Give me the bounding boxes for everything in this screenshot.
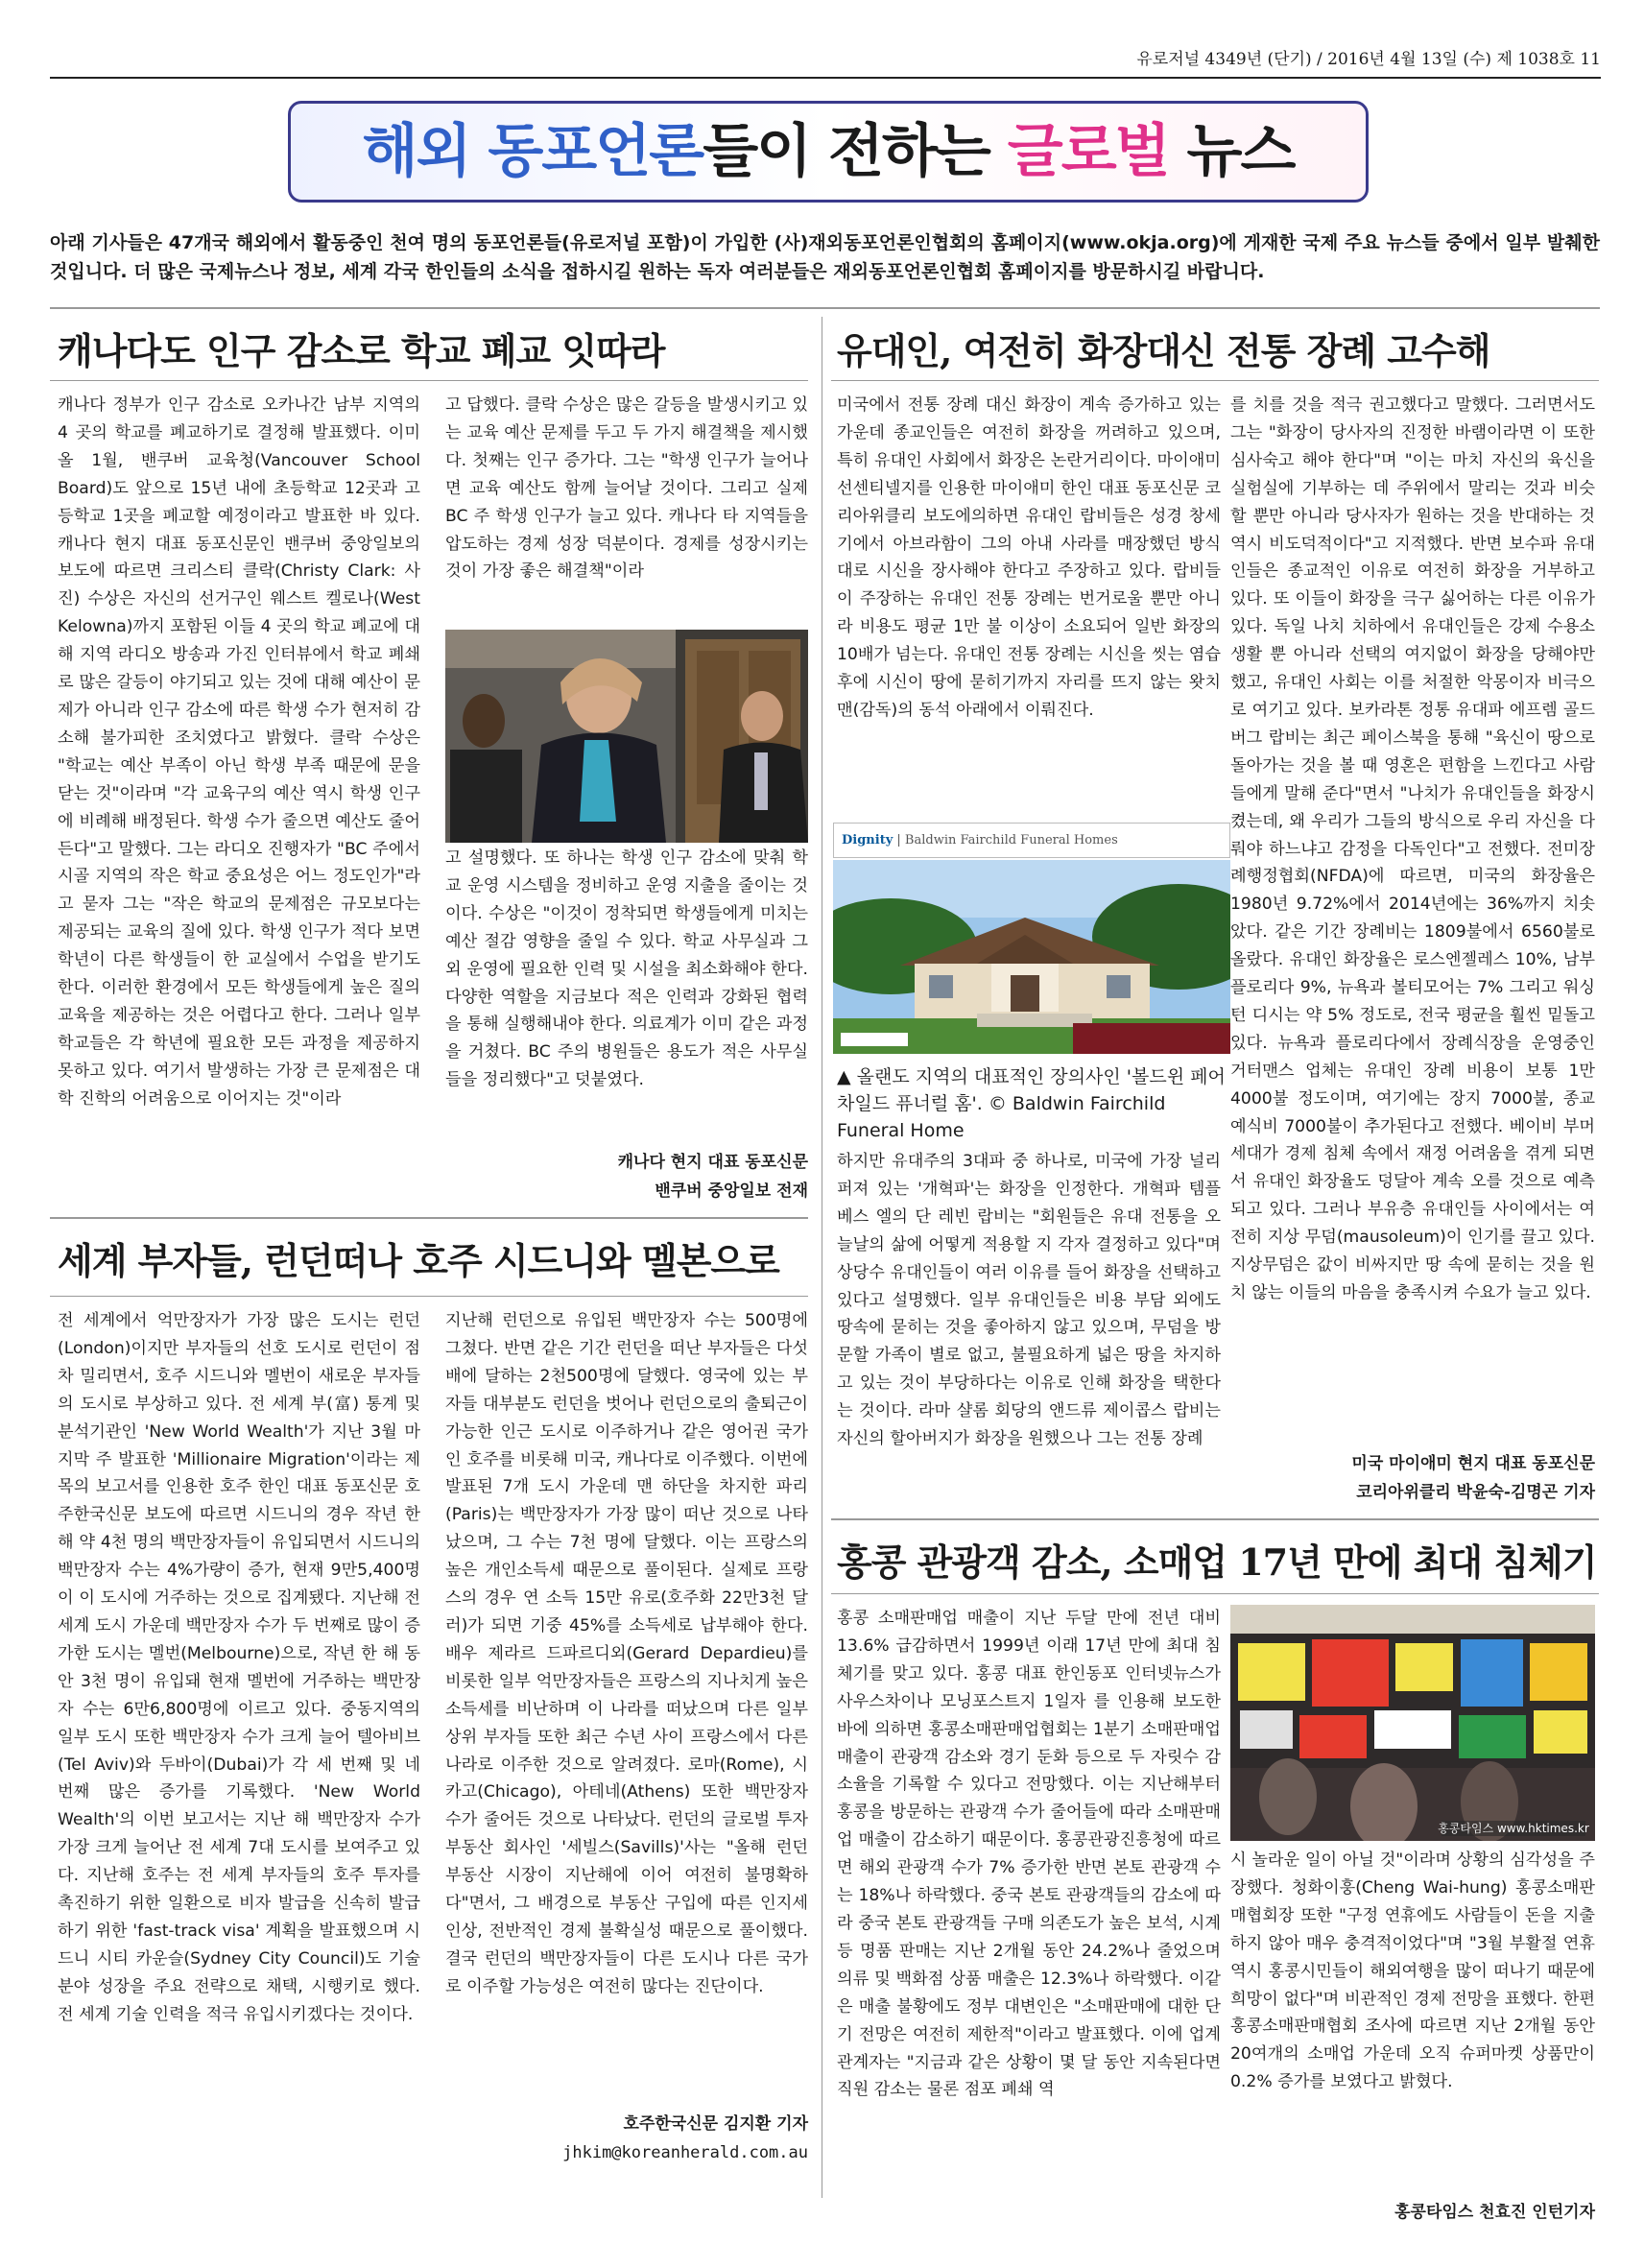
divider [831,380,1599,381]
divider [50,1217,808,1219]
article2-col2 [445,1307,808,2085]
ad-name: Baldwin Fairchild Funeral Homes [904,833,1118,848]
article3-byline-reporters: 코리아위클리 박윤숙-김명곤 기자 [1356,1483,1595,1502]
funeral-home-photo [833,860,1230,1054]
banner-part4: 뉴스 [1168,118,1295,185]
page-header [50,46,1601,79]
article1-col2b [445,845,808,1129]
article2-byline-reporter: 호주한국신문 김지환 기자 [623,2114,808,2134]
banner-title [291,104,1366,200]
intro-text: 아래 기사들은 47개국 해외에서 활동중인 천여 명의 동포언론들(유로저널 포함)이 가입한 (사)재외동포언론인협회의 홈페이지(www.okja.org)에 게재한 국제 주요 뉴스들 중에서 일부 발췌한 것입니다. 더 많은 국제뉴스나 정보, 세계 각국 한인들의 소식을 접하시길 원하는 독자 여러분들은 재외동포언론인협회 홈페이지를 방문하시길 바랍니다. [50,232,1600,282]
section-banner [288,101,1369,203]
article3-headline: 유대인, 여전히 화장대신 전통 장례 고수해 [837,329,1490,372]
divider [50,307,1600,309]
article4-byline-reporter: 홍콩타임스 천효진 인턴기자 [1394,2203,1595,2222]
banner-part3: 글로벌 [1007,118,1169,185]
funeral-home-ad-banner: Dignity | Baldwin Fairchild Funeral Homes [833,823,1230,858]
ad-brand: Dignity [842,833,893,848]
article3-col2-text: 를 치를 것을 적극 권고했다고 말했다. 그러면서도 그는 "화장이 당사자의 진정한 바램이라면 이 또한 심사숙고 해야 한다"며 "이는 마치 자신의 육신을 실험실에 기부하는 데 주위에서 말리는 것과 비슷할 뿐만 아니라 당사자가 원하는 것을 반대하는 것 역시 비도덕적이다"고 지적했다. 반면 보수파 유대인들은 종교적인 이유로 여전히 화장을 거부하고 있다. 또 이들이 화장을 극구 싫어하는 다른 이유가 있다. 독일 나치 치하에서 유대인들은 강제 수용소 생활 뿐 아니라 선택의 여지없이 화장을 당해야만 했고, 유대인 사회는 이를 처절한 악몽이자 비극으로 여기고 있다. 보카라톤 정통 유대파 에프렘 골드버그 랍비는 최근 페이스북을 통해 "육신이 땅으로 돌아가는 것을 볼 때 영혼은 편함을 느낀다고 사람들에게 말해 준다"면서 "나치가 유대인들을 화장시켰는데, 왜 우리가 그들의 방식으로 우리 자신을 다뤄야 하느냐고 감정을 다독인다"고 전했다. 전미장례행정협회(NFDA)에 따르면, 미국의 화장율은 1980년 9.72%에서 2014년에는 36%까지 치솟았다. 같은 기간 장례비는 1809불에서 6560불로 올랐다. 유대인 화장율은 로스엔젤레스 10%, 남부플로리다 9%, 뉴욕과 볼티모어는 7% 그리고 워싱턴 디시는 약 5% 정도로, 전국 평균을 훨씬 밑돌고 있다. 뉴욕과 플로리다에서 장례식장을 운영중인 거터맨스 업체는 유대인 장례 비용이 보통 1만 4000불 정도이며, 여기에는 장지 7000불, 종교 예식비 7000불이 추가된다고 전했다. 베이비 부머 세대가 경제 침체 속에서 재정 어려움을 겪게 되면서 유대인 화장율도 덩달아 계속 오를 것으로 예측되고 있다. 그러나 부유층 유대인들 사이에서는 여전히 지상 무덤(mausoleum)이 인기를 끌고 있다. 지상무덤은 값이 비싸지만 땅 속에 묻히는 것을 원치 않는 이들의 마음을 충족시켜 수요가 늘고 있다. [1230,395,1595,1302]
banner-part1: 해외 동포언론 [362,118,703,185]
article3-col1b [837,1148,1221,1511]
article1-col1-text: 캐나다 정부가 인구 감소로 오카나간 남부 지역의 4 곳의 학교를 폐교하기로 결정해 발표했다. 이미 올 1월, 밴쿠버 교육청(Vancouver School Board)도 앞으로 15년 내에 초등학교 12곳과 고등학교 1곳을 폐교할 예정이라고 발표한 바 있다. 캐나다 현지 대표 동포신문인 밴쿠버 중앙일보의 보도에 따르면 크리스티 클락(Christy Clark: 사진) 수상은 자신의 선거구인 웨스트 켈로나(West Kelowna)까지 포함된 이들 4 곳의 학교 폐교에 대해 지역 라디오 방송과 가진 인터뷰에서 학교 폐쇄로 많은 갈등이 야기되고 있는 것에 대해 예산이 문제가 아니라 인구 감소에 따른 학생 수가 현저히 감소해 불가피한 조치였다고 밝혔다. 클락 수상은 "학교는 예산 부족이 아닌 학생 부족 때문에 문을 닫는 것"이라며 "각 교육구의 예산 역시 학생 인구에 비례해 배정된다. 학생 수가 줄으면 예산도 줄어든다"고 말했다. 그는 라디오 진행자가 "BC 주에서 시골 지역의 작은 학교 중요성은 어느 정도인가"라고 묻자 그는 "작은 학교의 문제점은 규모보다는 제공되는 교육의 질에 있다. 학생 인구가 적다 보면 학년이 다른 학생들이 한 교실에서 수업을 받기도 한다. 이러한 환경에서 모든 학생들에게 높은 질의 교육을 제공하는 것은 어렵다고 한다. 그러나 일부 학교들은 각 학년에 필요한 모든 과정을 제공하지 못하고 있다. 여기서 발생하는 가장 큰 문제점은 대학 진학의 어려움으로 이어지는 것"이라 [58,395,420,1109]
article2-col1-text: 전 세계에서 억만장자가 가장 많은 도시는 런던(London)이지만 부자들의 선호 도시로 런던이 점차 밀리면서, 호주 시드니와 멜번이 새로운 부자들의 도시로 부상하고 있다. 전 세계 부(富) 통계 및 분석기관인 'New World Wealth'가 지난 3월 마지막 주 발표한 'Millionaire Migration'이라는 제목의 보고서를 인용한 호주 한인 대표 동포신문 호주한국신문 보도에 따르면 시드니의 경우 작년 한 해 약 4천 명의 백만장자들이 유입되면서 시드니의 백만장자 수는 4%가량이 증가, 현재 9만5,400명이 이 도시에 거주하는 것으로 집계됐다. 지난해 전 세계 도시 가운데 백만장자 수가 두 번째로 많이 증가한 도시는 멜번(Melbourne)으로, 작년 한 해 동안 3천 명이 유입돼 현재 멜번에 거주하는 백만장자 수는 6만6,800명에 이르고 있다. 중동지역의 일부 도시 또한 백만장자 수가 크게 늘어 텔아비브(Tel Aviv)와 두바이(Dubai)가 각 세 번째 및 네 번째 많은 증가를 기록했다. 'New World Wealth'의 이번 보고서는 지난 해 백만장자 수가 가장 크게 늘어난 전 세계 7대 도시를 보여주고 있다. 지난해 호주는 전 세계 부자들의 호주 투자를 촉진하기 위한 일환으로 비자 발급을 신속히 발급하기 위한 'fast-track visa' 계획을 발표했으며 시드니 시티 카운슬(Sydney City Council)도 기술 분야 성장을 주요 전략으로 채택, 시행키로 했다. 전 세계 기술 인력을 적극 유입시키겠다는 것이다. [58,1311,420,2024]
article3-byline-outlet: 미국 마이애미 현지 대표 동포신문 [1351,1454,1595,1473]
article2-byline [445,2110,808,2167]
article4-col1 [837,1605,1221,2243]
article3-col1 [837,392,1221,812]
article1-byline-outlet: 캐나다 현지 대표 동포신문 [617,1153,808,1172]
article3-byline [1230,1449,1595,1507]
article2-col1 [58,1307,420,2171]
article4-headline: 홍콩 관광객 감소, 소매업 17년 만에 최대 침체기 [837,1540,1597,1584]
divider [831,1518,1599,1520]
article1-col1 [58,392,420,1222]
article1-byline [445,1148,808,1206]
article1-col2b-text: 고 설명했다. 또 하나는 학생 인구 감소에 맞춰 학교 운영 시스템을 정비하고 운영 지출을 줄이는 것이다. 수상은 "이것이 정착되면 학생들에게 미치는 예산 절감 영향을 줄일 수 있다. 학교 사무실과 그 외 운영에 필요한 인력 및 시설을 최소화해야 한다. 다양한 역할을 지금보다 적은 인력과 강화된 협력을 통해 실행해내야 한다. 의료계가 이미 같은 과정을 거쳤다. BC 주의 병원들은 용도가 적은 사무실들을 정리했다"고 덧붙였다. [445,848,808,1090]
hong-kong-shop-photo [1230,1605,1595,1841]
divider [50,1296,808,1297]
issue-info: 유로저널 4349년 (단기) / 2016년 4월 13일 (수) 제 1038호 11 [1136,50,1601,69]
article4-col2 [1230,1847,1595,2183]
article4-byline [1230,2198,1595,2227]
article4-col2-text: 시 놀라운 일이 아닐 것"이라며 상황의 심각성을 주장했다. 청화이훙(Cheng Wai-hung) 홍콩소매판매협회장 또한 "구정 연휴에도 사람들이 돈을 지출하지 않아 매우 충격적이었다"며 "3월 부활절 연휴 역시 홍콩시민들이 해외여행을 많이 떠나기 때문에 희망이 없다"며 비관적인 경제 전망을 표했다. 한편 홍콩소매판매협회 조사에 따르면 지난 2개월 동안 20여개의 소매업 가운데 오직 슈퍼마켓 상품만이 0.2% 증가를 보였다고 밝혔다. [1230,1850,1595,2092]
article1-byline-source: 밴쿠버 중앙일보 전재 [655,1182,808,1201]
article3-col1b-text: 하지만 유대주의 3대파 중 하나로, 미국에 가장 널리 퍼져 있는 '개혁파'는 화장을 인정한다. 개혁파 템플 베스 엘의 단 레빈 랍비는 "회원들은 유대 전통을 오늘날의 삶에 어떻게 적용할 지 각자 결정하고 있다"며 상당수 유대인들이 여러 이유를 들어 화장을 선택하고 있다고 설명했다. 일부 유대인들은 비용 부담 외에도 땅속에 묻히는 것을 좋아하지 않고 있으며, 무덤을 방문할 가족이 별로 없고, 불필요하게 넓은 땅을 차지하고 있는 것이 부당하다는 이유로 인해 화장을 택한다는 것이다. 라마 샬롬 회당의 앤드류 제이콥스 랍비는 자신의 할아버지가 화장을 원했으나 그는 전통 장례 [837,1152,1221,1449]
banner-part2: 들이 전하는 [703,118,1008,185]
article4-col1-text: 홍콩 소매판매업 매출이 지난 두달 만에 전년 대비 13.6% 급감하면서 1999년 이래 17년 만에 최대 침체기를 맞고 있다. 홍콩 대표 한인동포 인터넷뉴스가 사우스차이나 모닝포스트지 1일자 를 인용해 보도한 바에 의하면 홍콩소매판매업협회는 1분기 소매판매업 매출이 관광객 감소와 경기 둔화 등으로 두 자릿수 감소율을 기록할 수 있다고 전망했다. 이는 지난해부터 홍콩을 방문하는 관광객 수가 줄어들에 따라 소매판매업 매출이 감소하기 때문이다. 홍콩관광진흥청에 따르면 해외 관광객 수가 7% 증가한 반면 본토 관광객 수는 18%나 하락했다. 중국 본토 관광객들의 감소에 따라 중국 본토 관광객들 구매 의존도가 높은 보석, 시계 등 명품 판매는 지난 2개월 동안 24.2%나 줄었으며 의류 및 백화점 상품 매출은 12.3%나 하락했다. 이같은 매출 불황에도 정부 대변인은 "소매판매에 대한 단기 전망은 여전히 제한적"이라고 발표했다. 이에 업계 관계자는 "지금과 같은 상황이 몇 달 동안 지속된다면 직원 감소는 물론 점포 폐쇄 역 [837,1609,1221,2100]
article1-col2a-text: 고 답했다. 클락 수상은 많은 갈등을 발생시키고 있는 교육 예산 문제를 두고 두 가지 해결책을 제시했다. 첫째는 인구 증가다. 그는 "학생 인구가 늘어나면 교육 예산도 함께 늘어날 것이다. 그리고 실제 BC 주 학생 인구가 늘고 있다. 캐나다 타 지역들을 압도하는 경제 성장 덕분이다. 경제를 성장시키는 것이 가장 좋은 해결책"이라 [445,395,808,582]
article3-col1-text: 미국에서 전통 장례 대신 화장이 계속 증가하고 있는 가운데 종교인들은 여전히 화장을 꺼려하고 있으며, 특히 유대인 사회에서 화장은 논란거리이다. 마이애미 선센티넬지를 인용한 마이애미 한인 대표 동포신문 코리아위클리 보도에의하면 유대인 랍비들은 성경 창세기에서 아브라함이 그의 아내 사라를 매장했던 방식 대로 시신을 장사해야 한다고 주장하고 있다. 랍비들이 주장하는 유대인 전통 장례는 번거로울 뿐만 아니라 비용도 평균 1만 불 이상이 소요되어 일반 화장의 10배가 넘는다. 유대인 전통 장례는 시신을 씻는 염습 후에 시신이 땅에 묻히기까지 자리를 뜨지 않는 왓치맨(감독)의 동석 아래에서 이뤄진다. [837,395,1221,720]
photo-watermark: 홍콩타임스 www.hktimes.kr [1438,1822,1589,1835]
article2-byline-email: jhkim@koreanherald.com.au [562,2143,808,2162]
article1-headline: 캐나다도 인구 감소로 학교 폐교 잇따라 [58,329,665,372]
article2-headline: 세계 부자들, 런던떠나 호주 시드니와 멜본으로 [58,1239,779,1282]
article3-col2 [1230,392,1595,1428]
article1-col2a [445,392,808,630]
divider [831,1593,1599,1594]
divider [50,380,808,381]
photo-caption: ▲ 올랜도 지역의 대표적인 장의사인 '볼드윈 페어차일드 퓨너럴 홈'. © Baldwin Fairchild Funeral Home [837,1066,1226,1141]
christy-clark-photo [445,630,808,843]
article2-col2-text: 지난해 런던으로 유입된 백만장자 수는 500명에 그쳤다. 반면 같은 기간 런던을 떠난 부자들은 다섯 배에 달하는 2천500명에 달했다. 영국에 있는 부자들 대부분도 런던을 벗어나 런던으로의 출퇴근이 가능한 인근 도시로 이주하거나 같은 영어권 국가인 호주를 비롯해 미국, 캐나다로 이주했다. 이번에 발표된 7개 도시 가운데 맨 하단을 차지한 파리(Paris)는 백만장자가 가장 많이 떠난 것으로 나타났으며, 그 수는 7천 명에 달했다. 이는 프랑스의 높은 개인소득세 때문으로 풀이된다. 실제로 프랑스의 경우 연 소득 15만 유로(호주화 22만3천 달러)가 되면 기중 45%를 소득세로 납부해야 한다. 배우 제라르 드파르디외(Gerard Depardieu)를 비롯한 일부 억만장자들은 프랑스의 지나치게 높은 소득세를 비난하며 이 나라를 떠났으며 다른 일부 상위 부자들 또한 최근 수년 사이 프랑스에서 다른 나라로 이주한 것으로 알려졌다. 로마(Rome), 시카고(Chicago), 아테네(Athens) 또한 백만장자 수가 줄어든 것으로 나타났다. 런던의 글로벌 투자부동산 회사인 '세빌스(Savills)'사는 "올해 런던 부동산 시장이 지난해에 이어 여전히 불명확하다"면서, 그 배경으로 부동산 구입에 따른 인지세 인상, 전반적인 경제 불확실성 때문으로 풀이했다. 결국 런던의 백만장자들이 다른 도시나 다른 국가로 이주할 가능성은 여전히 많다는 진단이다. [445,1311,808,1996]
